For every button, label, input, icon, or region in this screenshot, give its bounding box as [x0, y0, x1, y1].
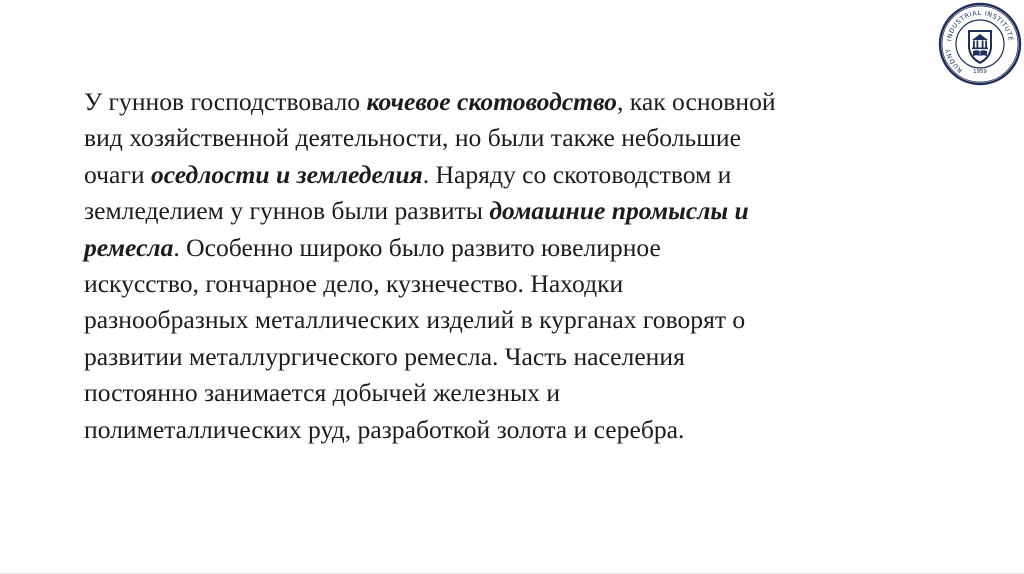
text-line: земледелием у гуннов были развиты домашние промыслы и	[84, 196, 749, 226]
text-line: искусство, гончарное дело, кузнечество. Находки	[84, 269, 624, 299]
emphasis-crafts: ремесла	[84, 232, 174, 262]
body-paragraph	[84, 84, 914, 448]
emphasis-nomadic-cattle: кочевое скотоводство	[366, 87, 617, 116]
text-line: ремесла. Особенно широко было развито ювелирное	[84, 232, 661, 262]
text-line: развитии металлургического ремесла. Часть населения	[84, 341, 685, 371]
seal-arc-top-text: INDUSTRIAL INSTITUTE	[945, 8, 1015, 42]
institute-seal-icon	[938, 2, 1022, 86]
text-line: постоянно занимается добычей железных и	[84, 378, 561, 408]
seal-arc-left-text: RUDNY	[943, 47, 965, 75]
text-line: вид хозяйственной деятельности, но были также небольшие	[84, 123, 741, 153]
seal-year: 1959	[973, 69, 987, 75]
text-line: очаги оседлости и земледелия. Наряду со скотоводством и	[84, 159, 732, 189]
text-line: полиметаллических руд, разработкой золота и серебра.	[84, 414, 685, 444]
emphasis-settlement-farming: оседлости и земледелия	[150, 159, 423, 189]
text-line: разнообразных металлических изделий в курганах говорят о	[84, 305, 746, 335]
text-line: У гуннов господствовало кочевое скотоводство, как основной	[84, 87, 776, 116]
emphasis-home-crafts: домашние промыслы и	[489, 196, 749, 226]
